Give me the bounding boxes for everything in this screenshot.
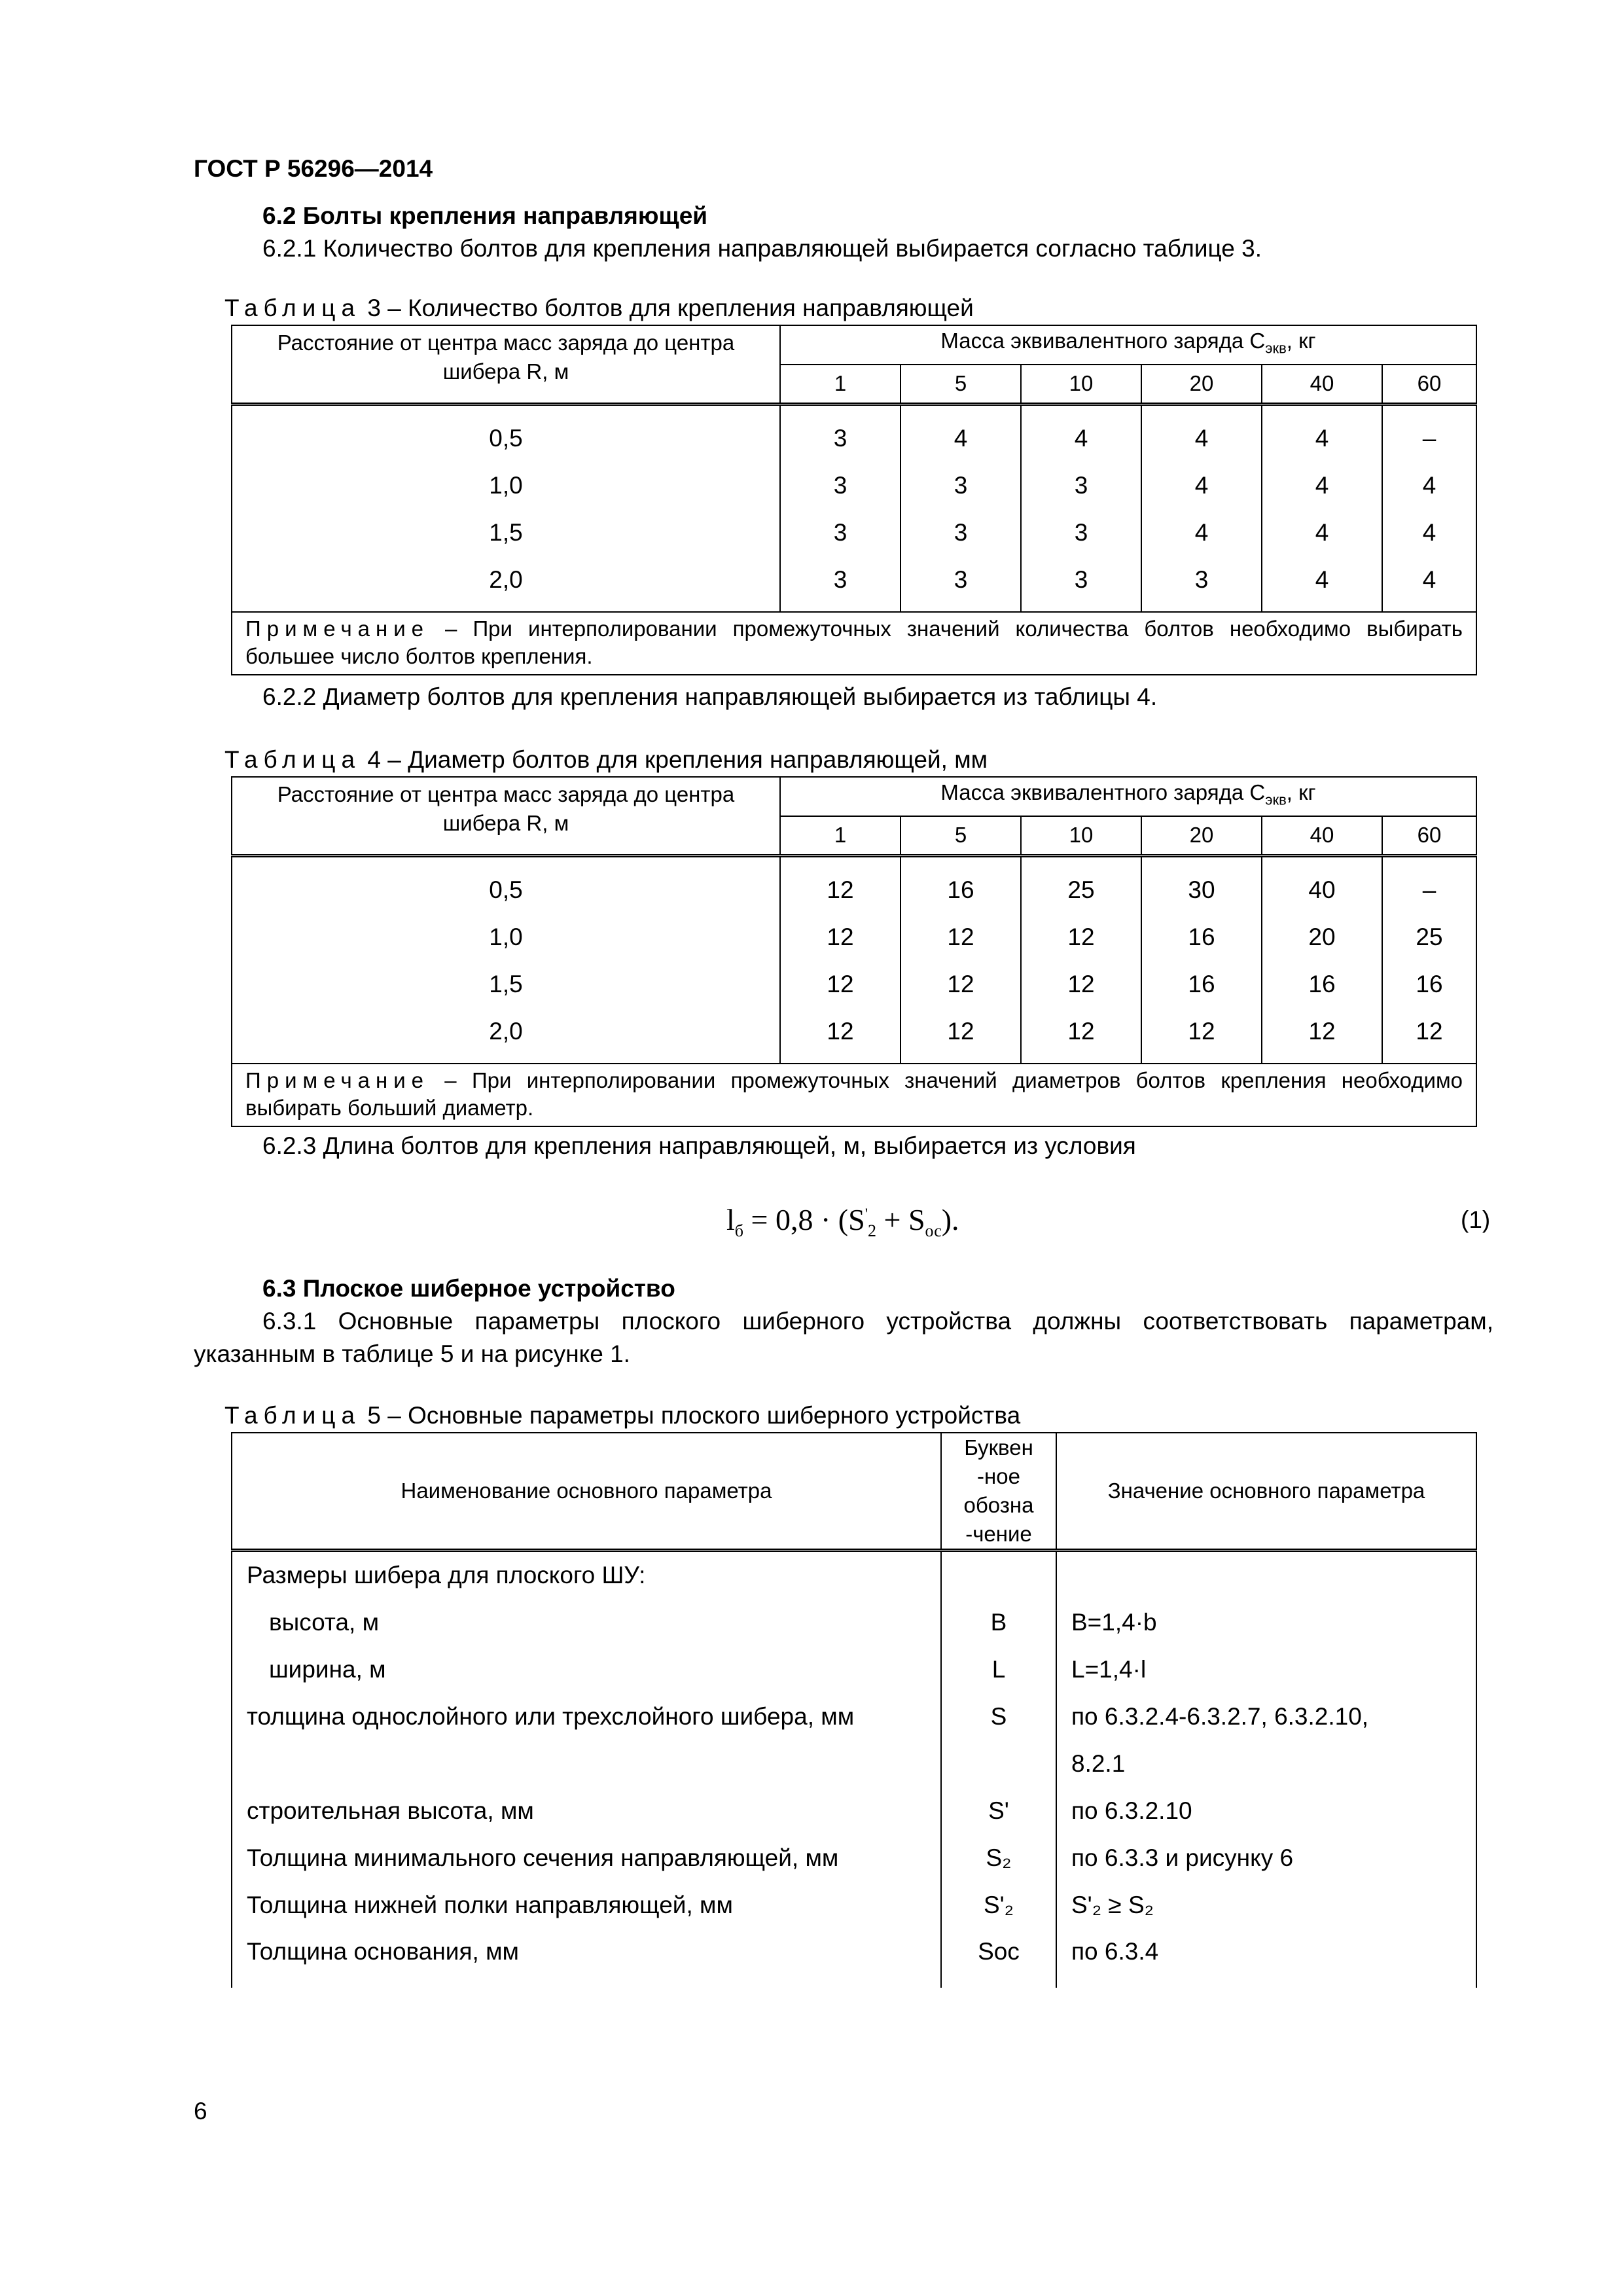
note-text: – При интерполировании промежуточных значений количества болтов необходимо выбирать большее число болтов крепления. [245,616,1463,668]
param-symbol: B [941,1599,1056,1646]
table-4-cell: 12 [780,855,901,914]
table-3 [231,325,1477,675]
table-3-header-mass [780,325,1476,365]
param-symbol [941,1551,1056,1600]
table-row [232,1551,1476,1600]
table-row [232,914,1476,961]
table-4-cell: 12 [780,914,901,961]
table-4-cell: – [1382,855,1476,914]
table-3-header-distance: Расстояние от центра масс заряда до центра шибера R, м [232,325,780,404]
document-code: ГОСТ Р 56296—2014 [194,155,433,182]
table-4-cell: 12 [1382,1008,1476,1064]
param-name: ширина, м [232,1646,941,1693]
table-3-cell: 4 [1382,462,1476,509]
table-row [232,509,1476,556]
table-3-cell: 4 [1262,404,1382,462]
table-4-cell: 16 [1141,914,1262,961]
table-3-mass-col: 10 [1021,365,1141,404]
table-4-cell: 30 [1141,855,1262,914]
note-text: – При интерполировании промежуточных значений диаметров болтов крепления необходимо выбирать больший диаметр. [245,1067,1463,1120]
table-4-distance: 2,0 [232,1008,780,1064]
table-4-caption [224,746,988,774]
table-4 [231,776,1477,1127]
table-3-distance: 0,5 [232,404,780,462]
param-symbol: L [941,1646,1056,1693]
formula-sub: ос [925,1221,942,1241]
table-3-mass-label: Масса эквивалентного заряда C [940,329,1266,353]
table-4-caption-word: Таблица [224,746,361,773]
table-row [232,1646,1476,1693]
table-3-distance: 1,0 [232,462,780,509]
table-3-cell: 4 [1382,556,1476,612]
param-name: Размеры шибера для плоского ШУ: [232,1551,941,1600]
table-3-mass-sub: экв [1265,340,1287,357]
table-row [232,1929,1476,1988]
table-row [232,556,1476,612]
table-4-cell: 25 [1382,914,1476,961]
section-6-2-title: 6.2 Болты крепления направляющей [262,202,708,229]
param-symbol: S' [941,1787,1056,1835]
paragraph-6-2-1: 6.2.1 Количество болтов для крепления направляющей выбирается согласно таблице 3. [262,235,1262,262]
table-4-cell: 16 [1382,961,1476,1008]
table-4-cell: 16 [1141,961,1262,1008]
table-4-cell: 12 [901,914,1021,961]
table-3-mass-col: 60 [1382,365,1476,404]
table-3-mass-col: 20 [1141,365,1262,404]
table-3-caption-text: 3 – Количество болтов для крепления направляющей [367,295,974,321]
table-4-cell: 16 [1262,961,1382,1008]
table-4-mass-col: 5 [901,816,1021,855]
paragraph-6-2-3: 6.2.3 Длина болтов для крепления направляющей, м, выбирается из условия [262,1132,1136,1159]
param-value: 8.2.1 [1056,1740,1476,1787]
param-value: S'₂ ≥ S₂ [1056,1882,1476,1929]
equation-number: (1) [1461,1206,1491,1233]
table-4-cell: 12 [1021,914,1141,961]
param-value [1056,1551,1476,1600]
table-3-distance: 2,0 [232,556,780,612]
table-3-mass-col: 5 [901,365,1021,404]
param-value: по 6.3.2.4-6.3.2.7, 6.3.2.10, [1056,1693,1476,1740]
table-4-header-mass [780,777,1476,816]
table-row [232,855,1476,914]
param-symbol: Sос [941,1929,1056,1988]
formula-prime: ' [865,1206,868,1223]
table-3-cell: 3 [901,462,1021,509]
table-3-cell: 4 [1021,404,1141,462]
table-3-cell: 3 [780,404,901,462]
table-5-header-value: Значение основного параметра [1056,1433,1476,1551]
param-name [232,1740,941,1787]
table-4-mass-col: 1 [780,816,901,855]
formula-lhs-sub: б [734,1221,744,1241]
formula-sub: 2 [868,1221,877,1241]
page-number: 6 [194,2098,207,2125]
table-5 [231,1432,1477,1988]
table-4-cell: 20 [1262,914,1382,961]
table-3-cell: 4 [901,404,1021,462]
table-4-mass-label: Масса эквивалентного заряда C [940,780,1266,805]
param-name: Толщина минимального сечения направляющей, мм [232,1835,941,1882]
formula-part: + S [876,1203,925,1236]
table-5-caption-word: Таблица [224,1402,361,1429]
table-row [232,1693,1476,1740]
table-4-mass-sub: экв [1265,791,1287,808]
table-3-mass-col: 1 [780,365,901,404]
table-3-cell: 4 [1262,509,1382,556]
table-4-distance: 0,5 [232,855,780,914]
table-4-cell: 12 [780,961,901,1008]
table-3-cell: 3 [1021,462,1141,509]
table-4-cell: 12 [780,1008,901,1064]
table-4-distance: 1,5 [232,961,780,1008]
table-4-distance: 1,0 [232,914,780,961]
formula-lhs: l [726,1203,735,1236]
note-label: Примечание [245,616,430,641]
table-3-cell: 4 [1141,509,1262,556]
formula-part: ). [941,1203,959,1236]
table-row [232,1599,1476,1646]
paragraph-6-2-2: 6.2.2 Диаметр болтов для крепления направляющей выбирается из таблицы 4. [262,683,1158,710]
table-3-cell: 3 [1021,556,1141,612]
table-row [232,1008,1476,1064]
table-3-distance: 1,5 [232,509,780,556]
table-4-note [232,1064,1476,1126]
table-3-mass-unit: , кг [1286,329,1316,353]
table-3-cell: 3 [901,556,1021,612]
param-symbol: S [941,1693,1056,1740]
table-4-cell: 25 [1021,855,1141,914]
table-3-caption [224,295,974,322]
table-5-header-symbol: Буквен -ное обозна -чение [941,1433,1056,1551]
table-row [232,1787,1476,1835]
table-4-cell: 40 [1262,855,1382,914]
param-name: Толщина основания, мм [232,1929,941,1988]
table-3-cell: 3 [780,509,901,556]
table-3-cell: 4 [1141,404,1262,462]
table-4-cell: 12 [901,961,1021,1008]
table-row [232,961,1476,1008]
param-name: толщина однослойного или трехслойного шибера, мм [232,1693,941,1740]
table-row [232,1882,1476,1929]
table-3-cell: 4 [1382,509,1476,556]
table-3-cell: 3 [901,509,1021,556]
table-3-cell: 3 [780,462,901,509]
table-4-cell: 12 [1021,961,1141,1008]
table-3-cell: 4 [1262,462,1382,509]
param-value: по 6.3.2.10 [1056,1787,1476,1835]
param-name: Толщина нижней полки направляющей, мм [232,1882,941,1929]
table-4-cell: 16 [901,855,1021,914]
param-symbol: S₂ [941,1835,1056,1882]
table-4-mass-col: 60 [1382,816,1476,855]
table-3-note [232,612,1476,675]
table-row [232,462,1476,509]
table-3-cell: 3 [1141,556,1262,612]
table-row [232,1835,1476,1882]
table-3-caption-word: Таблица [224,295,361,321]
table-5-header-name: Наименование основного параметра [232,1433,941,1551]
table-3-cell: 4 [1262,556,1382,612]
section-6-3-title: 6.3 Плоское шиберное устройство [262,1275,675,1302]
param-symbol: S'₂ [941,1882,1056,1929]
param-name: высота, м [232,1599,941,1646]
formula-bolt-length [726,1202,959,1241]
table-4-cell: 12 [901,1008,1021,1064]
table-4-cell: 12 [1141,1008,1262,1064]
table-5-caption-text: 5 – Основные параметры плоского шиберного устройства [367,1402,1021,1429]
param-name: строительная высота, мм [232,1787,941,1835]
table-4-cell: 12 [1262,1008,1382,1064]
table-3-mass-col: 40 [1262,365,1382,404]
table-3-cell: – [1382,404,1476,462]
note-label: Примечание [245,1067,430,1092]
table-4-mass-col: 40 [1262,816,1382,855]
param-value: L=1,4·l [1056,1646,1476,1693]
param-symbol [941,1740,1056,1787]
table-3-cell: 3 [1021,509,1141,556]
table-3-cell: 3 [780,556,901,612]
table-4-mass-col: 10 [1021,816,1141,855]
table-5-caption [224,1402,1020,1429]
table-4-mass-col: 20 [1141,816,1262,855]
table-row [232,1740,1476,1787]
param-value: B=1,4·b [1056,1599,1476,1646]
param-value: по 6.3.4 [1056,1929,1476,1988]
table-4-cell: 12 [1021,1008,1141,1064]
table-4-mass-unit: , кг [1286,780,1316,805]
table-row [232,404,1476,462]
table-3-cell: 4 [1141,462,1262,509]
param-value: по 6.3.3 и рисунку 6 [1056,1835,1476,1882]
table-4-header-distance: Расстояние от центра масс заряда до центра шибера R, м [232,777,780,855]
formula-part: = 0,8 · (S [743,1203,865,1236]
paragraph-6-3-1: 6.3.1 Основные параметры плоского шиберного устройства должны соответствовать параметрам, указанным в таблице 5 и на рисунке 1. [194,1308,1493,1367]
table-4-caption-text: 4 – Диаметр болтов для крепления направляющей, мм [367,746,988,773]
